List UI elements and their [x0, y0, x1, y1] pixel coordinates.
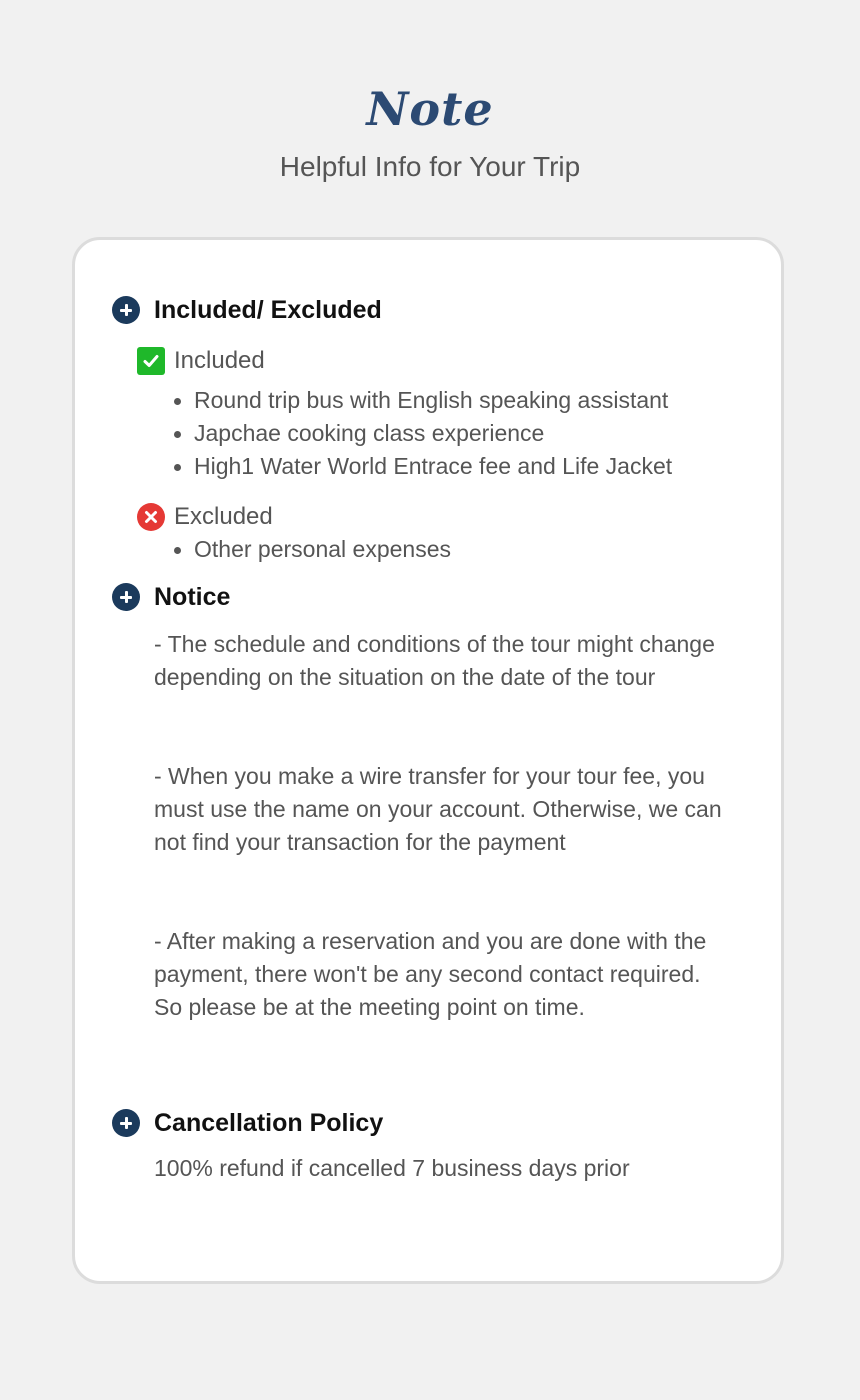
- included-header: [137, 346, 265, 376]
- excluded-list: [170, 533, 451, 566]
- section-included-excluded-toggle[interactable]: [112, 294, 382, 326]
- included-list: [170, 384, 672, 483]
- excluded-label: Excluded: [174, 503, 273, 530]
- section-title-cancellation: Cancellation Policy: [154, 1108, 384, 1137]
- page-title: Note: [366, 82, 494, 136]
- x-circle-icon: [137, 503, 165, 531]
- plus-circle-icon[interactable]: [112, 1109, 140, 1137]
- page-subtitle: Helpful Info for Your Trip: [279, 151, 581, 182]
- cancellation-text: 100% refund if cancelled 7 business days prior: [154, 1155, 630, 1181]
- excluded-header: [137, 502, 273, 532]
- section-title-included-excluded: Included/ Excluded: [154, 295, 382, 324]
- section-cancellation-toggle[interactable]: [112, 1107, 383, 1139]
- section-title-notice: Notice: [154, 582, 231, 611]
- info-card: [72, 237, 784, 1284]
- list-item: High1 Water World Entrace fee and Life Jacket: [170, 450, 672, 483]
- section-notice-toggle[interactable]: [112, 581, 230, 613]
- list-item: Japchae cooking class experience: [170, 417, 672, 450]
- included-label: Included: [174, 347, 265, 374]
- list-item: Round trip bus with English speaking assistant: [170, 384, 672, 417]
- plus-circle-icon[interactable]: [112, 583, 140, 611]
- plus-circle-icon[interactable]: [112, 296, 140, 324]
- notice-paragraph: - When you make a wire transfer for your tour fee, you must use the name on your account. Otherwise, we can not find your transaction for the payment: [154, 763, 722, 855]
- checkbox-checked-icon: [137, 347, 165, 375]
- notice-paragraph: - The schedule and conditions of the tour might change depending on the situation on the date of the tour: [154, 631, 715, 690]
- list-item: Other personal expenses: [170, 533, 451, 566]
- notice-paragraph: - After making a reservation and you are done with the payment, there won't be any second contact required. So please be at the meeting point on time.: [154, 928, 707, 1020]
